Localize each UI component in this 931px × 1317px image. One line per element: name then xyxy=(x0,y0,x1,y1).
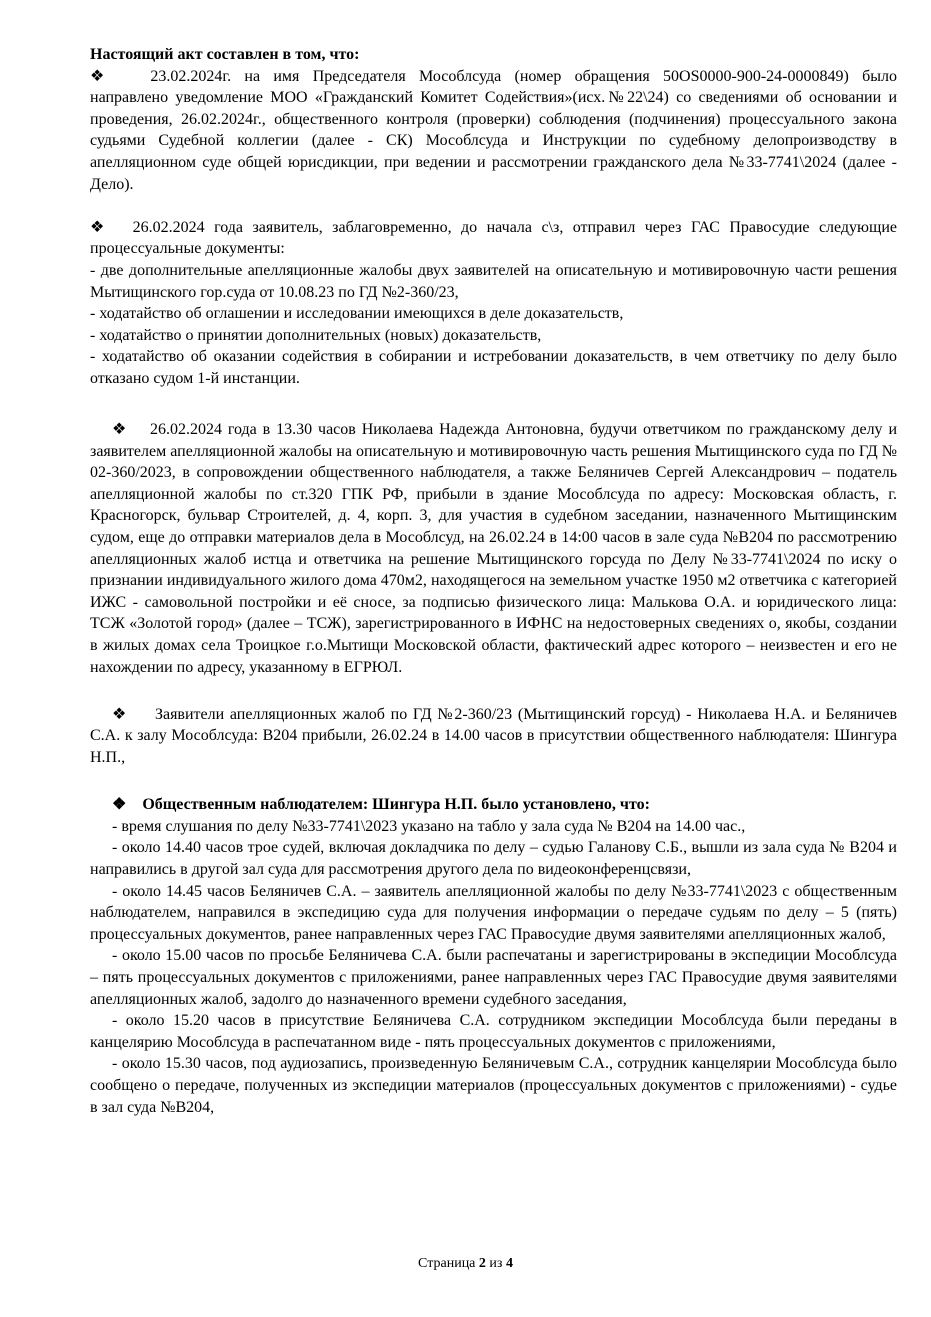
footer-total-pages: 4 xyxy=(505,1256,513,1271)
list-item: - две дополнительные апелляционные жалобы двух заявителей на описательную и мотивировочную части решения Мытищинского гор.суда от 10.08.23 по ГД №2-360/23, xyxy=(90,261,897,301)
bullet-icon: ❖ xyxy=(90,67,105,85)
paragraph-1-text: 23.02.2024г. на имя Председателя Мособлсуда (номер обращения 50OS0000-900-24-0000849) было направлено уведомление МОО «Гражданский Комитет Содействия»(исх.№22\24) со сведениями об основании и проведения, 26.02.2024г., общественного контроля (проверки) соблюдения (подчинения) процессуального закона судьями Судебной коллегии (далее - СК) Мособлсуда и Инструкции по судебному делопроизводству в апелляционном суде общей юрисдикции, при ведении и рассмотрении гражданского дела №33-7741\2024 (далее - Дело). xyxy=(90,67,897,193)
paragraph-4-text: Заявители апелляционных жалоб по ГД №2-360/23 (Мытищинский горсуд) - Николаева Н.А. и Беляничев С.А. к залу Мособлсуда: В204 прибыли, 26.02.24 в 14.00 часов в присутствии общественного наблюдателя: Шингура Н.П., xyxy=(90,705,897,766)
footer-prefix: Страница xyxy=(418,1256,476,1271)
paragraph-2 xyxy=(90,217,897,260)
bullet-icon: ❖ xyxy=(112,421,127,439)
list-item: - время слушания по делу №33-7741\2023 указано на табло у зала суда № В204 на 14.00 час., xyxy=(112,817,746,835)
intro-heading: Настоящий акт составлен в том, что: xyxy=(90,46,360,63)
list-item: - около 15.20 часов в присутствие Беляничева С.А. сотрудником экспедиции Мособлсуда были переданы в канцелярию Мособлсуда в распечатанном виде - пять процессуальных документов с приложениями, xyxy=(90,1012,897,1051)
page-footer xyxy=(0,1256,931,1272)
list-item: - около 15.00 часов по просьбе Беляничева С.А. были распечатаны и зарегистрированы в экспедиции Мособлсуда – пять процессуальных документов с приложениями, ранее направленных через ГАС Правосудие двумя заявителями апелляционных жалоб, задолго до назначенного времени судебного заседания, xyxy=(90,947,897,1008)
paragraph-5-heading-text: Общественным наблюдателем: Шингура Н.П. было установлено, что: xyxy=(142,796,650,814)
bullet-icon: ❖ xyxy=(90,218,105,236)
paragraph-3 xyxy=(90,419,897,678)
paragraph-1 xyxy=(90,66,897,196)
list-item: - ходатайство об оказании содействия в собирании и истребовании доказательств, в чем ответчику по делу было отказано судом 1-й инстанции. xyxy=(90,348,897,387)
bullet-icon: ❖ xyxy=(112,705,127,723)
paragraph-5-heading xyxy=(90,794,897,816)
list-item: - около 14.40 часов трое судей, включая докладчика по делу – судью Галанову С.Б., вышли из зала суда № В204 и направились в другой зал суда для рассмотрения другого дела по видеоконференцсвязи, xyxy=(90,839,897,878)
paragraph-4 xyxy=(90,704,897,769)
bullet-icon: ❖ xyxy=(112,796,127,814)
footer-middle: из xyxy=(489,1256,503,1271)
list-item: - ходатайство о принятии дополнительных (новых) доказательств, xyxy=(90,326,542,344)
document-page xyxy=(90,44,897,1118)
list-item: - около 14.45 часов Беляничев С.А. – заявитель апелляционной жалобы по делу №33-7741\2023 с общественным наблюдателем, направился в экспедицию суда для получения информации о передаче судьям по делу – 5 (пять) процессуальных документов, ранее направленных через ГАС Правосудие двумя заявителями апелляционных жалоб, xyxy=(90,882,897,943)
paragraph-2-text: 26.02.2024 года заявитель, заблаговременно, до начала с\з, отправил через ГАС Правосудие следующие процессуальные документы: xyxy=(90,218,897,258)
list-item: - около 15.30 часов, под аудиозапись, произведенную Беляничевым С.А., сотрудник канцелярии Мособлсуда было сообщено о передаче, полученных из экспедиции материалов (процессуальных документов с приложениями) - судье в зал суда №В204, xyxy=(90,1055,897,1116)
footer-page-number: 2 xyxy=(478,1256,486,1271)
paragraph-3-text: 26.02.2024 года в 13.30 часов Николаева Надежда Антоновна, будучи ответчиком по гражданскому делу и заявителем апелляционной жалобы на описательную и мотивировочную часть решения Мытищинского суда по ГД № 02-360/2023, в сопровождении общественного наблюдателя, а также Беляничев Сергей Александрович – податель апелляционной жалобы по ст.320 ГПК РФ, прибыли в здание Мособлсуда по адресу: Московская область, г. Красногорск, бульвар Строителей, д. 4, корп. 3, для участия в судебном заседании, назначенного Мытищинским судом, еще до отправки материалов дела в Мособлсуд, на 26.02.24 в 14:00 часов в зале суда №В204 по рассмотрению апелляционных жалоб истца и ответчика на решение Мытищинского горсуда по Делу №33-7741\2024 по иску о признании индивидуального жилого дома 470м2, находящегося на земельном участке 1950 м2 ответчика с категорией ИЖС - самовольной постройки и её сносе, за подписью физического лица: Малькова О.А. и юридического лица: ТСЖ «Золотой город» (далее – ТСЖ), зарегистрированного в ИФНС на недостоверных сведениях о, якобы, создании в жилых домах села Троицкое г.о.Мытищи Московской области, фактический адрес которого – неизвестен и его не нахождении по адресу, указанному в ЕГРЮЛ. xyxy=(90,421,898,676)
list-item: - ходатайство об оглашении и исследовании имеющихся в деле доказательств, xyxy=(90,305,624,323)
